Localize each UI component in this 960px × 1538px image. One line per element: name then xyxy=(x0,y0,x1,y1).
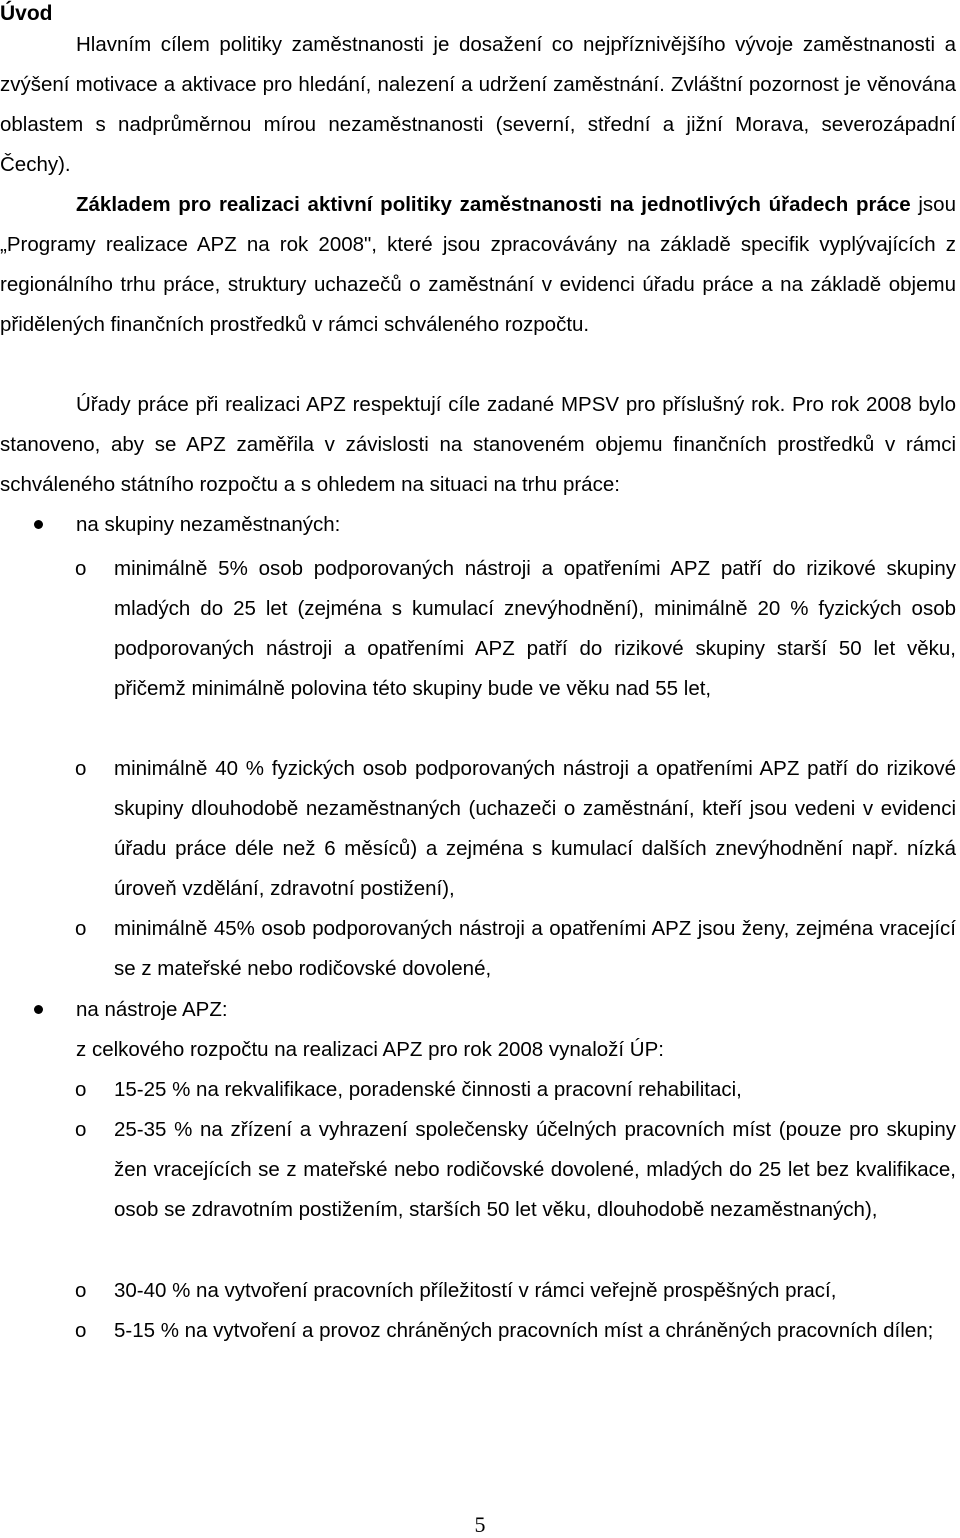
sub-bullet-marker: o xyxy=(75,1118,87,1141)
sub-bullet-marker: o xyxy=(75,757,87,780)
sub-bullet-marker: o xyxy=(75,1319,87,1342)
bullet-dot-icon xyxy=(34,1005,43,1014)
sub-list-text: 25-35 % na zřízení a vyhrazení společensky účelných pracovních míst (pouze pro skupiny žen vracejících se z mateřské nebo rodičovské dovolené, mladých do 25 let bez kvalifikace, osob se zdravotním postižením, starších 50 let věku, dlouhodobě nezaměstnaných), xyxy=(114,1118,956,1221)
sub-list-text: minimálně 40 % fyzických osob podporovaných nástroji a opatřeními APZ patří do rizikové skupiny dlouhodobě nezaměstnaných (uchazeči o zaměstnání, kteří jsou vedeni v evidenci úřadu práce déle než 6 měsíců) a zejména s kumulací dalších znevýhodnění např. nízká úroveň vzdělání, zdravotní postižení), xyxy=(114,757,956,900)
page-number: 5 xyxy=(474,1512,486,1537)
sub-list-text: minimálně 5% osob podporovaných nástroji a opatřeními APZ patří do rizikové skupiny mladých do 25 let (zejména s kumulací znevýhodnění), minimálně 20 % fyzických osob podporovaných nástroji a opatřeními APZ patří do rizikové skupiny starší 50 let věku, přičemž minimálně polovina této skupiny bude ve věku nad 55 let, xyxy=(114,557,956,700)
sub-list-text: 5-15 % na vytvoření a provoz chráněných pracovních míst a chráněných pracovních dílen; xyxy=(114,1319,934,1342)
paragraph-bold-lead: Základem pro realizaci aktivní politiky zaměstnanosti na jednotlivých úřadech práce xyxy=(76,193,911,216)
paragraph-intro: Hlavním cílem politiky zaměstnanosti je dosažení co nejpříznivějšího vývoje zaměstnanosti a zvýšení motivace a aktivace pro hledání, nalezení a udržení zaměstnání. Zvláštní pozornost je věnována oblastem s nadprůměrnou mírou nezaměstnanosti (severní, střední a jižní Morava, severozápadní Čechy). xyxy=(0,33,956,176)
bullet-item-groups xyxy=(0,505,956,545)
paragraph-goals: Úřady práce při realizaci APZ respektují cíle zadané MPSV pro příslušný rok. Pro rok 2008 bylo stanoveno, aby se APZ zaměřila v závislosti na stanoveném objemu finančních prostředků v rámci schváleného státního rozpočtu a s ohledem na situaci na trhu práce: xyxy=(0,393,956,496)
paragraph-apz-programs xyxy=(0,185,956,345)
section-heading: Úvod xyxy=(0,2,53,25)
bullet-text xyxy=(76,990,956,1070)
bullet-item-tools xyxy=(0,990,956,1070)
paragraph-text: jsou „Programy realizace APZ na rok 2008", které jsou zpracovávány na základě specifik vyplývajících z regionálního trhu práce, struktury uchazečů o zaměstnání v evidenci úřadu práce a na základě objemu přidělených finančních prostředků v rámci schváleného rozpočtu. xyxy=(0,193,956,336)
bullet-dot-icon xyxy=(34,520,43,529)
bullet-text: na skupiny nezaměstnaných: xyxy=(76,513,341,536)
sub-list-text: minimálně 45% osob podporovaných nástroji a opatřeními APZ jsou ženy, zejména vracející se z mateřské nebo rodičovské dovolené, xyxy=(114,917,956,980)
sub-bullet-marker: o xyxy=(75,917,87,940)
bullet-line: z celkového rozpočtu na realizaci APZ pro rok 2008 vynaloží ÚP: xyxy=(76,1038,664,1061)
sub-list-text: 30-40 % na vytvoření pracovních příležitostí v rámci veřejně prospěšných prací, xyxy=(114,1279,837,1302)
bullet-line: na nástroje APZ: xyxy=(76,998,228,1021)
sub-bullet-marker: o xyxy=(75,1078,87,1101)
sub-list-text: 15-25 % na rekvalifikace, poradenské činnosti a pracovní rehabilitaci, xyxy=(114,1078,742,1101)
sub-bullet-marker: o xyxy=(75,557,87,580)
sub-bullet-marker: o xyxy=(75,1279,87,1302)
